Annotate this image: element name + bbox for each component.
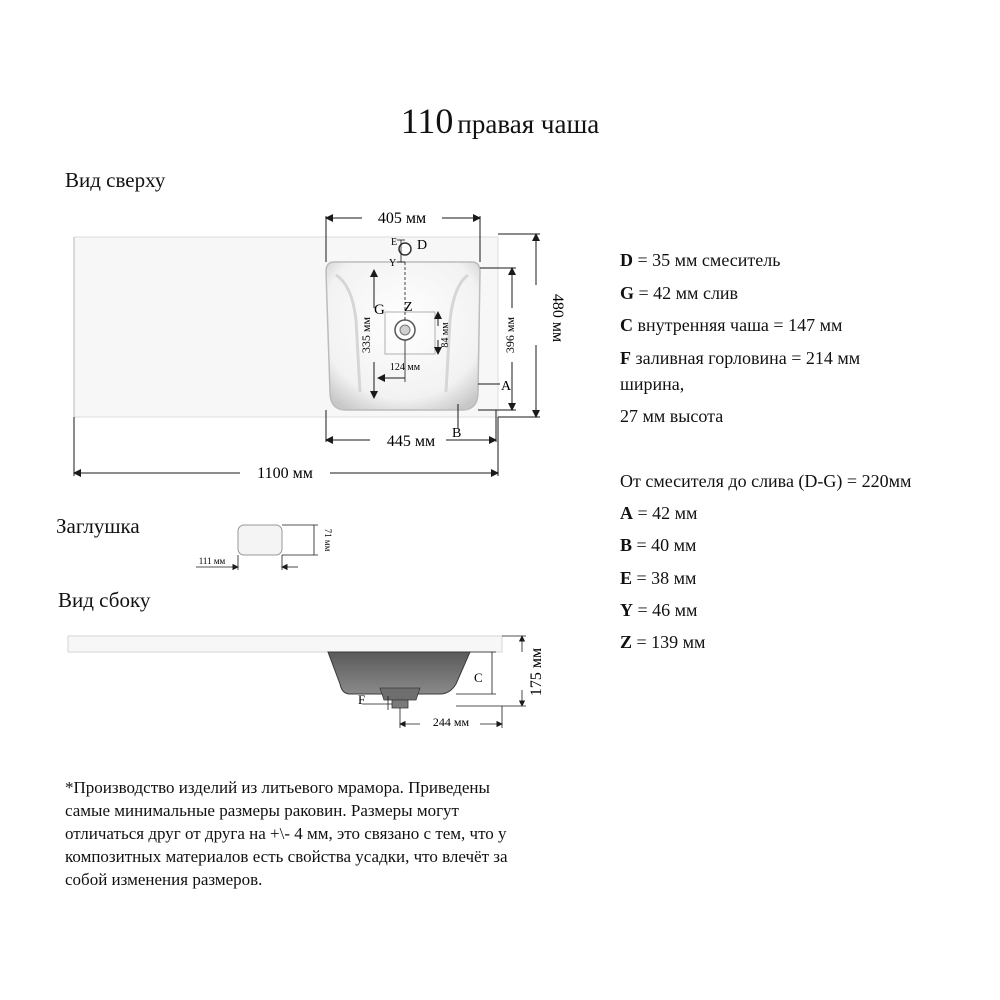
spec-key: G — [620, 283, 635, 303]
spec-value: = 35 мм смеситель — [633, 250, 781, 270]
marker-g: G — [374, 302, 385, 318]
spec-key: E — [620, 568, 633, 588]
dim-405: 405 мм — [377, 210, 427, 227]
spec-value: = 40 мм — [632, 535, 697, 555]
spec-key: Z — [620, 632, 633, 652]
model-subtitle: правая чаша — [457, 109, 600, 139]
spec-key: B — [620, 535, 633, 555]
footnote-line: композитных материалов есть свойства усадки, что влечёт за — [65, 847, 508, 866]
spec-value: внутренняя чаша = 147 мм — [633, 315, 843, 335]
spec-z — [620, 630, 705, 654]
footnote-line: отличаться друг от друга на +\- 4 мм, это связано с тем, что у — [65, 824, 507, 843]
marker-d: D — [417, 238, 428, 253]
marker-y: Y — [389, 258, 397, 269]
side-view — [68, 636, 545, 729]
dim-396: 396 мм — [503, 316, 517, 354]
side-view-label: Вид сбоку — [58, 588, 151, 612]
plug-shape — [238, 525, 282, 555]
spec-value: = 139 мм — [632, 632, 706, 652]
spec-d — [620, 248, 780, 272]
spec-key: F — [620, 348, 631, 368]
spec-f-width: ширина, — [620, 374, 685, 394]
spec-key: D — [620, 250, 633, 270]
marker-a: A — [501, 379, 512, 394]
plug-label: Заглушка — [56, 514, 140, 538]
plug-drawing — [196, 525, 333, 570]
dim-480: 480 мм — [549, 293, 566, 343]
spec-value: = 46 мм — [633, 600, 698, 620]
spec-y — [620, 598, 697, 622]
spec-key: Y — [620, 600, 633, 620]
dim-124: 124 мм — [389, 362, 421, 373]
dim-84: 84 мм — [440, 322, 451, 348]
spec-e — [620, 566, 696, 590]
dim-1100: 1100 мм — [257, 465, 313, 482]
spec-c — [620, 313, 842, 337]
spec-f — [620, 346, 860, 370]
marker-z: Z — [404, 300, 413, 315]
mixer-to-drain: От смесителя до слива (D-G) = 220мм — [620, 471, 912, 491]
marker-f: F — [358, 692, 366, 707]
spec-b — [620, 533, 696, 557]
marker-e: E — [391, 237, 398, 248]
footnote-line: *Производство изделий из литьевого мрамора. Приведены — [65, 778, 490, 797]
countertop-side — [68, 636, 502, 652]
spec-value: = 42 мм слив — [634, 283, 739, 303]
spec-f-height: 27 мм высота — [620, 406, 724, 426]
footnote — [65, 776, 605, 891]
marker-b: B — [452, 426, 462, 441]
top-view — [74, 210, 566, 482]
top-view-label: Вид сверху — [65, 168, 166, 192]
dim-111: 111 мм — [198, 556, 226, 566]
spec-key: C — [620, 315, 633, 335]
spec-value: = 42 мм — [633, 503, 698, 523]
dim-335: 335 мм — [359, 316, 373, 354]
spec-g — [620, 281, 738, 305]
footnote-line: самые минимальные размеры раковин. Размеры могут — [65, 801, 459, 820]
dim-175: 175 мм — [528, 647, 545, 697]
spec-a — [620, 501, 697, 525]
spec-key: A — [620, 503, 633, 523]
spec-value: заливная горловина = 214 мм — [631, 348, 861, 368]
spec-value: = 38 мм — [632, 568, 697, 588]
dim-445: 445 мм — [386, 433, 436, 450]
footnote-line: собой изменения размеров. — [65, 870, 263, 889]
model-number: 110 — [400, 101, 454, 141]
marker-c: C — [474, 670, 483, 685]
dim-71: 71 мм — [323, 528, 333, 552]
dim-244: 244 мм — [432, 715, 470, 729]
